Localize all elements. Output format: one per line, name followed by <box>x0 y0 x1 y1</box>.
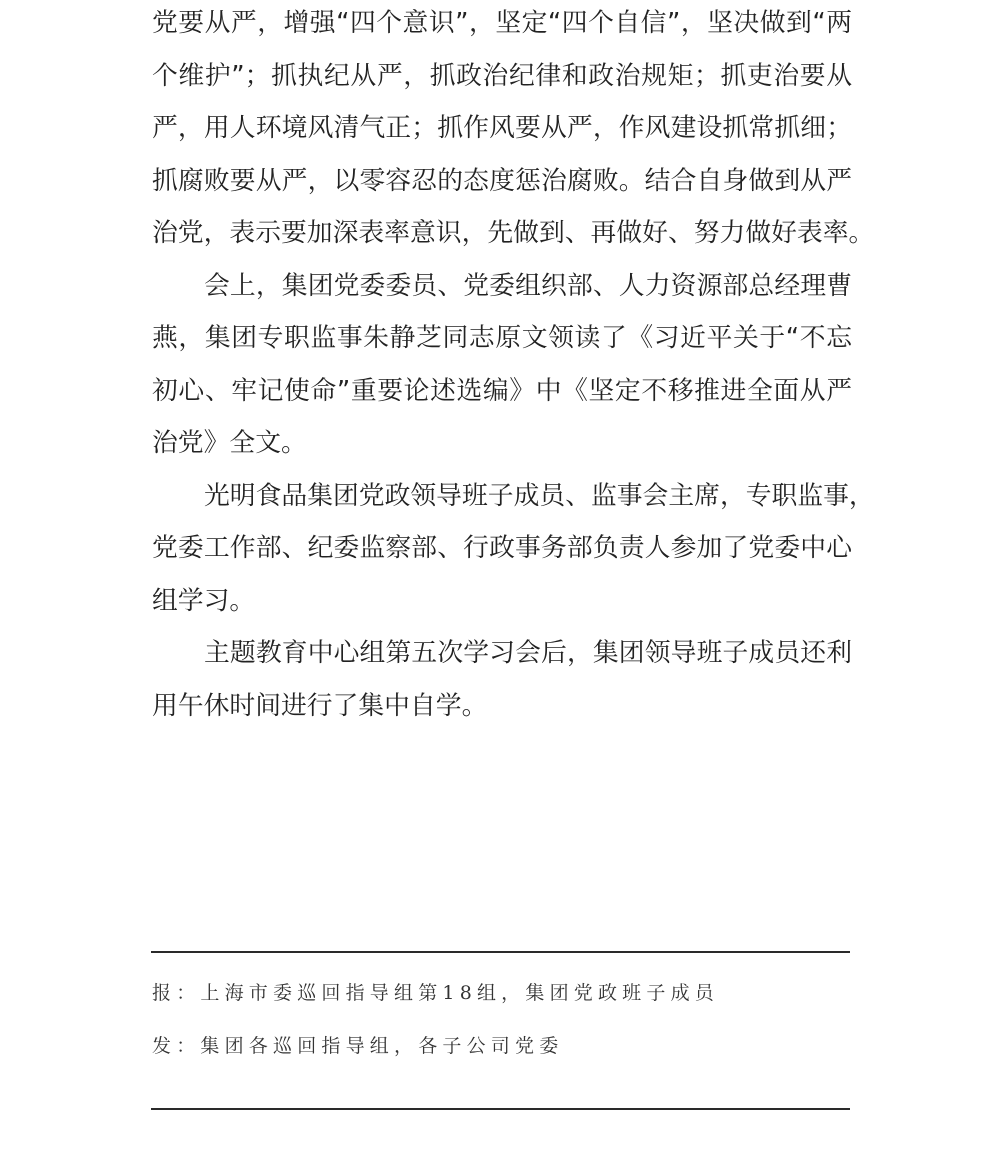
text-line: 初心、牢记使命”重要论述选编》中《坚定不移推进全面从严 <box>152 375 852 406</box>
footer-top-rule <box>151 951 850 953</box>
paragraph-4 <box>152 627 852 732</box>
text-line: 个维护”；抓执纪从严，抓政治纪律和政治规矩；抓吏治要从 <box>152 60 852 91</box>
text-line: 抓腐败要从严，以零容忍的态度惩治腐败。结合自身做到从严 <box>152 165 852 196</box>
text-line: 党要从严，增强“四个意识”，坚定“四个自信”，坚决做到“两 <box>152 8 852 38</box>
send-to-line: 发：集团各巡回指导组，各子公司党委 <box>152 1035 564 1057</box>
paragraph-1 <box>152 0 875 260</box>
text-line: 主题教育中心组第五次学习会后，集团领导班子成员还利 <box>204 638 852 668</box>
text-line: 用午休时间进行了集中自学。 <box>152 690 488 721</box>
text-line: 党委工作部、纪委监察部、行政事务部负责人参加了党委中心 <box>152 533 852 563</box>
text-line: 燕，集团专职监事朱静芝同志原文领读了《习近平关于“不忘 <box>152 323 852 353</box>
text-line: 治党，表示要加深表率意识，先做到、再做好、努力做好表率。 <box>152 218 875 248</box>
text-line: 光明食品集团党政领导班子成员、监事会主席，专职监事， <box>204 480 875 511</box>
text-line: 治党》全文。 <box>152 428 307 458</box>
text-line: 组学习。 <box>152 585 256 616</box>
report-to-line: 报：上海市委巡回指导组第18组，集团党政班子成员 <box>152 982 719 1004</box>
text-line: 会上，集团党委委员、党委组织部、人力资源部总经理曹 <box>204 270 852 301</box>
document-body <box>152 0 875 732</box>
paragraph-2 <box>152 260 852 470</box>
paragraph-3 <box>152 470 875 628</box>
text-line: 严，用人环境风清气正；抓作风要从严，作风建设抓常抓细； <box>152 113 852 143</box>
footer-bottom-rule <box>151 1108 850 1110</box>
